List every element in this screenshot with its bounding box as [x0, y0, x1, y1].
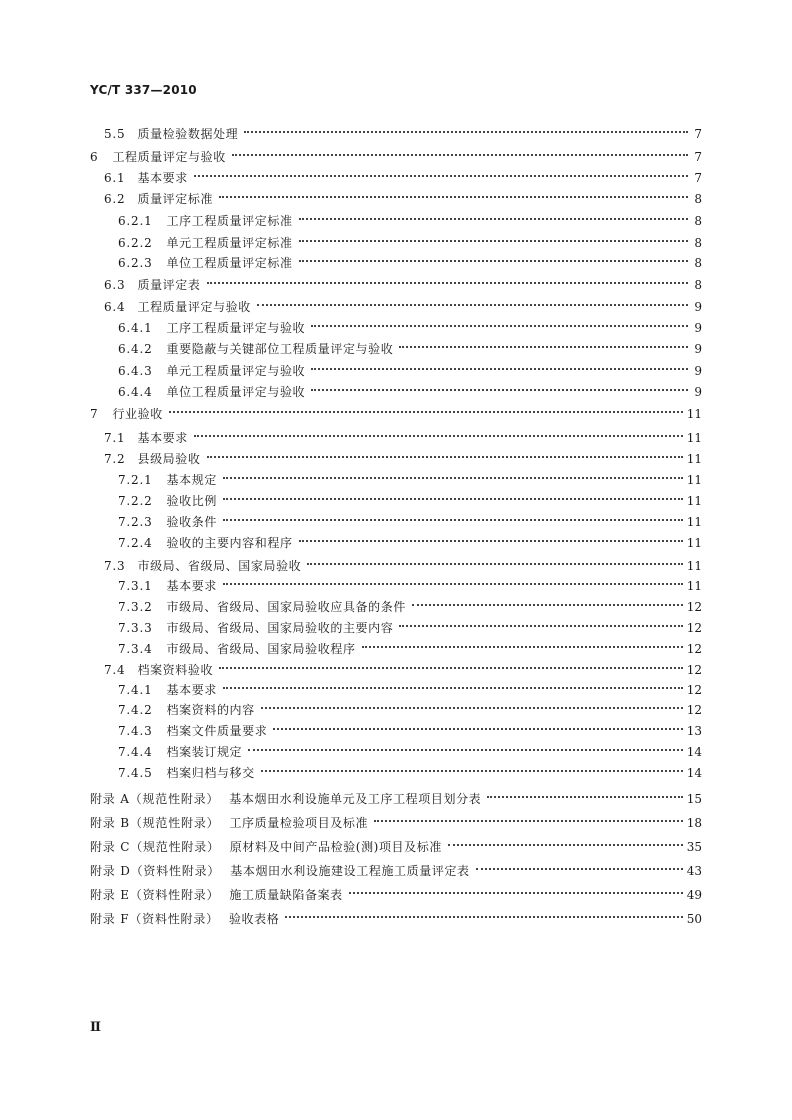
dot-leader — [194, 424, 683, 442]
toc-entry-title: 基本烟田水利设施单元及工序工程项目划分表 — [229, 792, 482, 806]
toc-entry-title: 行业验收 — [112, 407, 163, 421]
dot-leader — [299, 207, 688, 225]
toc-entry[interactable] — [90, 400, 702, 421]
toc-entry-title: 基本要求 — [137, 431, 188, 445]
toc-entry-page: 11 — [686, 473, 702, 487]
toc-entry[interactable] — [118, 508, 702, 529]
dot-leader — [362, 635, 683, 653]
toc-entry-title: 工序质量检验项目及标准 — [229, 816, 369, 830]
dot-leader — [299, 529, 683, 547]
toc-entry-page: 12 — [686, 621, 702, 635]
toc-entry-number: 6.2 — [104, 192, 126, 206]
toc-entry[interactable] — [118, 572, 702, 593]
dot-leader — [261, 696, 683, 714]
toc-entry[interactable] — [118, 717, 702, 738]
toc-entry-title: 档案归档与移交 — [166, 766, 255, 780]
toc-entry-page: 12 — [686, 642, 702, 656]
toc-entry-number: 5.5 — [104, 127, 126, 141]
dot-leader — [248, 738, 683, 756]
toc-entry-title: 质量检验数据处理 — [137, 127, 239, 141]
dot-leader — [412, 593, 683, 611]
toc-entry-number: 6.2.2 — [118, 236, 153, 250]
toc-entry-title: 原材料及中间产品检验(测)项目及标准 — [229, 840, 442, 854]
toc-entry-page: 18 — [686, 816, 702, 830]
dot-leader — [399, 614, 682, 632]
dot-leader — [223, 508, 683, 526]
dot-leader — [448, 833, 683, 851]
toc-entry-number: 附录 B（规范性附录） — [90, 816, 220, 830]
toc-entry-page: 9 — [694, 321, 702, 335]
toc-entry-page: 11 — [686, 559, 702, 573]
dot-leader — [219, 656, 683, 674]
toc-entry-title: 市级局、省级局、国家局验收 — [137, 559, 302, 573]
dot-leader — [311, 314, 688, 332]
toc-entry[interactable] — [118, 759, 702, 780]
toc-entry-title: 工序工程质量评定与验收 — [166, 321, 306, 335]
toc-entry-page: 8 — [694, 214, 702, 228]
toc-entry-title: 工序工程质量评定标准 — [166, 214, 293, 228]
dot-leader — [257, 293, 688, 311]
toc-entry-number: 附录 D（资料性附录） — [90, 864, 221, 878]
toc-entry[interactable] — [90, 833, 702, 854]
dot-leader — [476, 857, 683, 875]
toc-entry-title: 工程质量评定与验收 — [137, 300, 251, 314]
toc-entry-number: 附录 F（资料性附录） — [90, 912, 219, 926]
toc-entry-number: 7.2.4 — [118, 536, 153, 550]
toc-entry[interactable] — [118, 676, 702, 697]
toc-entry-number: 附录 E（资料性附录） — [90, 888, 220, 902]
toc-entry-page: 8 — [694, 236, 702, 250]
dot-leader — [399, 335, 688, 353]
toc-entry-number: 6.2.1 — [118, 214, 153, 228]
toc-entry-number: 7.3.1 — [118, 579, 153, 593]
toc-entry[interactable] — [118, 738, 702, 759]
toc-entry-page: 12 — [686, 703, 702, 717]
toc-entry-number: 6.4.4 — [118, 385, 153, 399]
dot-leader — [374, 809, 683, 827]
dot-leader — [223, 466, 683, 484]
toc-entry[interactable] — [104, 552, 702, 573]
toc-entry-title: 档案资料的内容 — [166, 703, 255, 717]
toc-entry[interactable] — [104, 120, 702, 141]
toc-entry-number: 7 — [90, 407, 99, 421]
dot-leader — [207, 271, 689, 289]
toc-entry-title: 市级局、省级局、国家局验收的主要内容 — [166, 621, 394, 635]
toc-entry-title: 市级局、省级局、国家局验收程序 — [166, 642, 356, 656]
toc-entry[interactable] — [104, 445, 702, 466]
toc-entry-title: 档案文件质量要求 — [166, 724, 268, 738]
toc-entry-number: 7.4.1 — [118, 683, 153, 697]
toc-entry[interactable] — [118, 696, 702, 717]
dot-leader — [311, 378, 688, 396]
toc-entry[interactable] — [118, 357, 702, 378]
dot-leader — [299, 229, 688, 247]
toc-entry-number: 7.4 — [104, 663, 126, 677]
dot-leader — [194, 164, 688, 182]
dot-leader — [285, 905, 682, 923]
toc-entry[interactable] — [118, 314, 702, 335]
toc-entry-page: 9 — [694, 385, 702, 399]
toc-entry-title: 重要隐蔽与关键部位工程质量评定与验收 — [166, 342, 394, 356]
toc-entry-number: 7.2.2 — [118, 494, 153, 508]
dot-leader — [207, 445, 683, 463]
toc-entry-title: 基本规定 — [166, 473, 217, 487]
toc-entry-page: 14 — [686, 745, 702, 759]
toc-entry-title: 单位工程质量评定与验收 — [166, 385, 306, 399]
toc-entry-page: 9 — [694, 364, 702, 378]
toc-entry[interactable] — [118, 207, 702, 228]
toc-entry-number: 7.3.3 — [118, 621, 153, 635]
toc-entry-page: 8 — [694, 256, 702, 270]
toc-entry-number: 7.3 — [104, 559, 126, 573]
toc-entry-number: 6.4.3 — [118, 364, 153, 378]
toc-entry-page: 35 — [686, 840, 702, 854]
toc-entry-page: 11 — [686, 536, 702, 550]
toc-entry-page: 13 — [686, 724, 702, 738]
toc-entry-number: 7.2.3 — [118, 515, 153, 529]
toc-entry-page: 12 — [686, 600, 702, 614]
toc-entry[interactable] — [118, 249, 702, 270]
toc-entry[interactable] — [118, 593, 702, 614]
toc-entry[interactable] — [118, 529, 702, 550]
toc-entry-number: 7.3.2 — [118, 600, 153, 614]
toc-entry-title: 单元工程质量评定与验收 — [166, 364, 306, 378]
dot-leader — [311, 357, 688, 375]
page-number: Ⅱ — [90, 1020, 101, 1035]
dot-leader — [307, 552, 682, 570]
toc-entry-page: 11 — [686, 431, 702, 445]
toc-entry-number: 7.1 — [104, 431, 126, 445]
toc-entry-page: 11 — [686, 515, 702, 529]
toc-entry-number: 6.3 — [104, 278, 126, 292]
toc-entry-page: 8 — [694, 192, 702, 206]
toc-entry-page: 9 — [694, 342, 702, 356]
toc-entry-title: 验收条件 — [166, 515, 217, 529]
toc-entry-title: 县级局验收 — [137, 452, 201, 466]
toc-entry[interactable] — [118, 487, 702, 508]
toc-entry-page: 49 — [686, 888, 702, 902]
toc-entry-title: 基本要求 — [166, 683, 217, 697]
toc-entry-page: 7 — [694, 127, 702, 141]
standard-code: YC/T 337—2010 — [90, 83, 197, 97]
toc-entry-page: 7 — [694, 150, 702, 164]
toc-entry[interactable] — [90, 881, 702, 902]
toc-entry-page: 11 — [686, 407, 702, 421]
toc-entry[interactable] — [90, 143, 702, 164]
toc-entry-page: 12 — [686, 663, 702, 677]
toc-entry-number: 6.4.2 — [118, 342, 153, 356]
toc-entry-title: 档案资料验收 — [137, 663, 214, 677]
toc-entry-number: 附录 A（规范性附录） — [90, 792, 220, 806]
toc-entry[interactable] — [118, 614, 702, 635]
toc-entry-page: 14 — [686, 766, 702, 780]
toc-entry[interactable] — [90, 785, 702, 806]
toc-entry[interactable] — [118, 229, 702, 250]
toc-entry-title: 基本要求 — [137, 171, 188, 185]
toc-entry-title: 工程质量评定与验收 — [112, 150, 226, 164]
toc-entry-title: 市级局、省级局、国家局验收应具备的条件 — [166, 600, 406, 614]
dot-leader — [244, 120, 688, 138]
dot-leader — [232, 143, 688, 161]
toc-entry[interactable] — [104, 271, 702, 292]
toc-entry-number: 6.1 — [104, 171, 126, 185]
toc-entry-page: 7 — [694, 171, 702, 185]
toc-entry[interactable] — [118, 635, 702, 656]
toc-entry-number: 7.4.2 — [118, 703, 153, 717]
toc-entry-page: 15 — [686, 792, 702, 806]
toc-entry[interactable] — [118, 466, 702, 487]
toc-entry-number: 7.4.4 — [118, 745, 153, 759]
toc-entry-page: 11 — [686, 494, 702, 508]
toc-entry-number: 7.2 — [104, 452, 126, 466]
toc-entry-number: 6.4.1 — [118, 321, 153, 335]
toc-entry[interactable] — [104, 293, 702, 314]
dot-leader — [223, 487, 683, 505]
toc-entry-number: 6 — [90, 150, 99, 164]
toc-entry-number: 7.4.3 — [118, 724, 153, 738]
toc-entry-title: 验收比例 — [166, 494, 217, 508]
dot-leader — [219, 185, 688, 203]
dot-leader — [223, 572, 683, 590]
toc-entry-title: 验收表格 — [228, 912, 280, 926]
toc-entry-title: 质量评定标准 — [137, 192, 214, 206]
toc-entry[interactable] — [90, 905, 702, 926]
toc-entry-title: 单元工程质量评定标准 — [166, 236, 293, 250]
toc-entry-title: 基本烟田水利设施建设工程施工质量评定表 — [230, 864, 470, 878]
toc-entry[interactable] — [118, 335, 702, 356]
dot-leader — [261, 759, 683, 777]
toc-entry-title: 档案装订规定 — [166, 745, 243, 759]
toc-entry[interactable] — [104, 185, 702, 206]
toc-entry-title: 质量评定表 — [137, 278, 201, 292]
dot-leader — [169, 400, 683, 418]
toc-entry[interactable] — [104, 656, 702, 677]
toc-entry-number: 7.3.4 — [118, 642, 153, 656]
toc-entry-page: 50 — [686, 912, 702, 926]
toc-entry-number: 7.4.5 — [118, 766, 153, 780]
dot-leader — [349, 881, 683, 899]
toc-entry[interactable] — [90, 857, 702, 878]
toc-entry-page: 11 — [686, 452, 702, 466]
toc-entry-page: 12 — [686, 683, 702, 697]
toc-entry-number: 6.2.3 — [118, 256, 153, 270]
toc-entry-title: 基本要求 — [166, 579, 217, 593]
dot-leader — [299, 249, 688, 267]
dot-leader — [487, 785, 682, 803]
toc-entry-page: 43 — [686, 864, 702, 878]
toc-entry-number: 7.2.1 — [118, 473, 153, 487]
dot-leader — [223, 676, 683, 694]
toc-entry-page: 8 — [694, 278, 702, 292]
toc-entry-number: 6.4 — [104, 300, 126, 314]
toc-entry-title: 施工质量缺陷备案表 — [229, 888, 343, 902]
toc-entry[interactable] — [104, 164, 702, 185]
toc-entry[interactable] — [104, 424, 702, 445]
toc-entry-page: 9 — [694, 300, 702, 314]
toc-entry-title: 单位工程质量评定标准 — [166, 256, 293, 270]
toc-entry[interactable] — [90, 809, 702, 830]
toc-entry[interactable] — [118, 378, 702, 399]
dot-leader — [273, 717, 682, 735]
toc-entry-number: 附录 C（规范性附录） — [90, 840, 220, 854]
toc-entry-page: 11 — [686, 579, 702, 593]
toc-entry-title: 验收的主要内容和程序 — [166, 536, 293, 550]
